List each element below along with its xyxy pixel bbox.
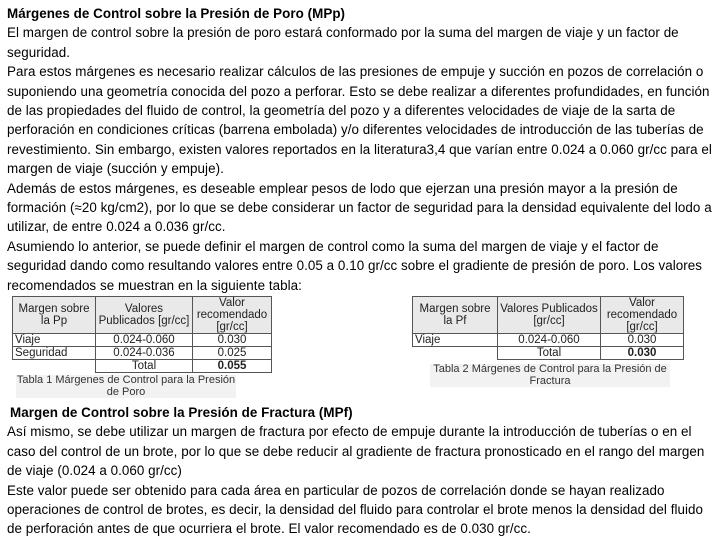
- table-row: [413, 334, 684, 347]
- table-1-total-value: 0.055: [193, 360, 272, 373]
- table-1-header: Valor recomendado [gr/cc]: [193, 297, 272, 334]
- table-1: [12, 296, 272, 373]
- mpp-paragraph-1: El margen de control sobre la presión de poro estará conformado por la suma del margen de viaje y un factor de seguridad.: [7, 25, 679, 60]
- mpf-paragraph-1: Así mismo, se debe utilizar un margen de fractura por efecto de empuje durante la introducción de tuberías o en el caso del control de un brote, por lo que se debe reducir al gradiente de fractura pronosticado en el rango del margen de viaje (0.024 a 0.060 gr/cc): [7, 424, 705, 479]
- table-1-cell: Viaje: [13, 334, 96, 347]
- table-2-header: Margen sobre la Pf: [413, 297, 498, 334]
- mpf-section: [7, 403, 715, 539]
- mpp-heading: Márgenes de Control sobre la Presión de Poro (MPp): [7, 6, 346, 21]
- table-1-cell: 0.024-0.036: [96, 347, 193, 360]
- mpp-section: [7, 4, 715, 295]
- table-2-header: Valor recomendado [gr/cc]: [601, 297, 684, 334]
- table-1-cell: 0.024-0.060: [96, 334, 193, 347]
- mpp-paragraph-3: Además de estos márgenes, es deseable emplear pesos de lodo que ejerzan una presión mayor a la presión de formación (≈20 kg/cm2), por lo que se debe considerar un factor de seguridad para la densidad equivalente del lodo a utilizar, de entre 0.024 a 0.036 gr/cc.: [7, 180, 712, 235]
- table-1-cell: 0.030: [193, 334, 272, 347]
- table-row: [13, 347, 272, 360]
- table-2-cell: 0.024-0.060: [498, 334, 601, 347]
- table-row: [13, 334, 272, 347]
- table-2-cell: 0.030: [601, 334, 684, 347]
- mpf-paragraph-2: Este valor puede ser obtenido para cada área en particular de pozos de correlación donde se hayan realizado operaciones de control de brotes, es decir, la densidad del fluido para controlar el brote menos la densidad del fluido de perforación antes de que ocurriera el brote. El valor recomendado es de 0.030 gr/cc.: [7, 482, 704, 537]
- table-2-total-value: 0.030: [601, 347, 684, 360]
- mpp-paragraph-2: Para estos márgenes es necesario realizar cálculos de las presiones de empuje y succión en pozos de correlación o suponiendo una geometría conocida del pozo a perforar. Esto se debe realizar a diferentes profundidades, en función de las propiedades del fluido de control, la geometría del pozo y a diferentes velocidades de viaje de la sarta de perforación en condiciones críticas (barrena embolada) y/o diferentes velocidades de introducción de las tuberías de revestimiento. Sin embargo, existen valores reportados en la literatura3,4 que varían entre 0.024 a 0.060 gr/cc para el margen de viaje (succión y empuje).: [7, 64, 712, 177]
- table-2-caption: Tabla 2 Márgenes de Control para la Presión de Fractura: [430, 364, 670, 387]
- table-1-caption: Tabla 1 Márgenes de Control para la Presión de Poro: [16, 374, 236, 398]
- mpf-heading: Margen de Control sobre la Presión de Fractura (MPf): [10, 405, 353, 420]
- table-2-header-row: [413, 297, 684, 334]
- table-2-cell: Viaje: [413, 334, 498, 347]
- table-1-cell: 0.025: [193, 347, 272, 360]
- table-1-cell: Seguridad: [13, 347, 96, 360]
- table-1-figure: [12, 296, 290, 398]
- table-2-figure: [412, 296, 688, 387]
- table-1-header: Valores Publicados [gr/cc]: [96, 297, 193, 334]
- table-1-header-row: [13, 297, 272, 334]
- table-2-header: Valores Publicados [gr/cc]: [498, 297, 601, 334]
- table-1-header: Margen sobre la Pp: [13, 297, 96, 334]
- table-1-total-label: Total: [96, 360, 193, 373]
- mpp-paragraph-4: Asumiendo lo anterior, se puede definir el margen de control como la suma del margen de viaje y el factor de seguridad dando como resultando valores entre 0.05 a 0.10 gr/cc sobre el gradiente de presión de poro. Los valores recomendados se muestran en la siguiente tabla:: [7, 238, 703, 293]
- table-1-total-row: [13, 360, 272, 373]
- table-2-total-label: Total: [498, 347, 601, 360]
- table-2-total-row: [413, 347, 684, 360]
- table-2: [412, 296, 684, 360]
